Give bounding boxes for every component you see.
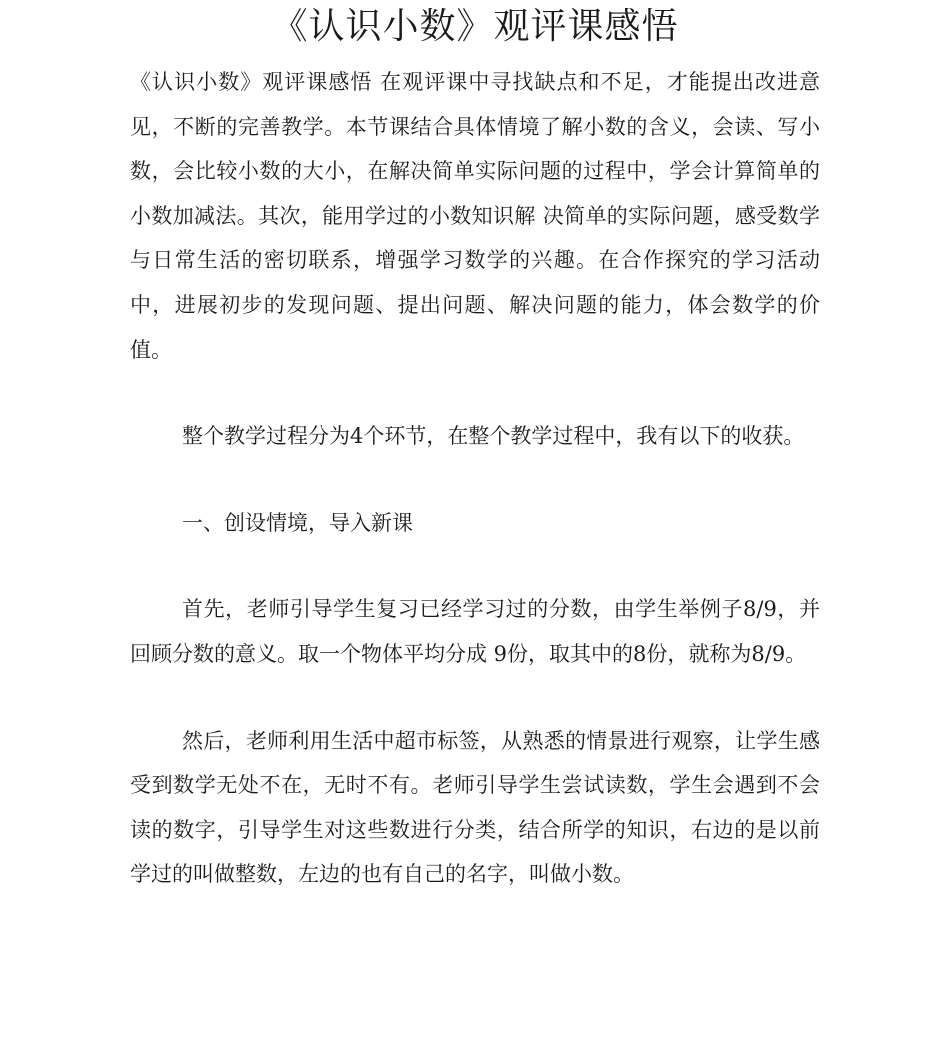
section-heading: 一、创设情境，导入新课 [182, 510, 413, 535]
paragraph-overview: 整个教学过程分为4个环节，在整个教学过程中，我有以下的收获。 [182, 424, 805, 449]
paragraph-intro: 《认识小数》观评课感悟 在观评课中寻找缺点和不足，才能提出改进意见，不断的完善教学。本节课结合具体情境了解小数的含义，会读、写小数，会比较小数的大小，在解决简单实际问题的过程中，学会计算简单的小数加减法。其次，能用学过的小数知识解 决简单的实际问题，感受数学与日常生活的密切联系，增强学习数学的兴趣。在合作探究的学习活动中，进展初步的发现问题、提出问题、解决问题的能力，体会数学的价值。 [130, 70, 820, 362]
paragraph-review-fractions: 首先，老师引导学生复习已经学习过的分数，由学生举例子8/9，并回顾分数的意义。取一个物体平均分成 9份，取其中的8份，就称为8/9。 [130, 597, 820, 666]
paragraph-spacer [130, 372, 820, 414]
document-body [130, 60, 820, 897]
paragraph-supermarket-labels: 然后，老师利用生活中超市标签，从熟悉的情景进行观察，让学生感受到数学无处不在，无时不有。老师引导学生尝试读数，学生会遇到不会读的数字，引导学生对这些数进行分类，结合所学的知识，右边的是以前学过的叫做整数，左边的也有自己的名字，叫做小数。 [130, 728, 820, 887]
document-title: 《认识小数》观评课感悟 [271, 6, 679, 47]
paragraph-spacer [130, 677, 820, 719]
paragraph-spacer [130, 459, 820, 501]
paragraph-spacer [130, 545, 820, 587]
